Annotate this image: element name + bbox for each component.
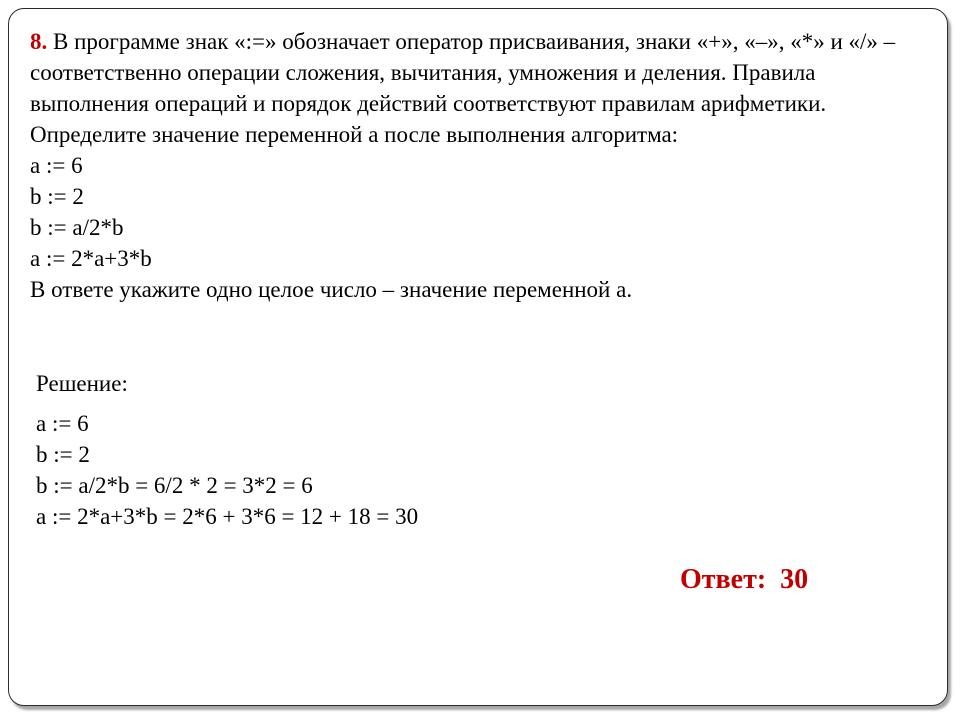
- code-line: a := 6: [30, 153, 83, 178]
- solution-title: Решение:: [36, 371, 128, 396]
- code-line: b := a/2*b: [30, 215, 124, 240]
- solution-block: [36, 368, 736, 532]
- solution-line: a := 2*a+3*b = 2*6 + 3*6 = 12 + 18 = 30: [36, 504, 419, 529]
- problem-question: Определите значение переменной a после выполнения алгоритма:: [30, 122, 679, 147]
- problem-number: 8.: [30, 29, 48, 54]
- problem-instruction: В ответе укажите одно целое число – значение переменной a.: [30, 277, 633, 302]
- solution-line: a := 6: [36, 411, 89, 436]
- code-line: b := 2: [30, 184, 84, 209]
- answer: [680, 564, 808, 596]
- answer-label: Ответ:: [680, 564, 767, 595]
- problem-text: [30, 26, 930, 119]
- solution-line: b := a/2*b = 6/2 * 2 = 3*2 = 6: [36, 473, 313, 498]
- problem-statement: [30, 26, 930, 305]
- problem-description: В программе знак «:=» обозначает оператор присваивания, знаки «+», «–», «*» и «/» – соответственно операции сложения, вычитания, умножения и деления. Правила выполнения операций и порядок действий соответствуют правилам арифметики.: [30, 29, 896, 116]
- answer-value: 30: [780, 564, 809, 595]
- code-line: a := 2*a+3*b: [30, 246, 152, 271]
- solution-line: b := 2: [36, 442, 90, 467]
